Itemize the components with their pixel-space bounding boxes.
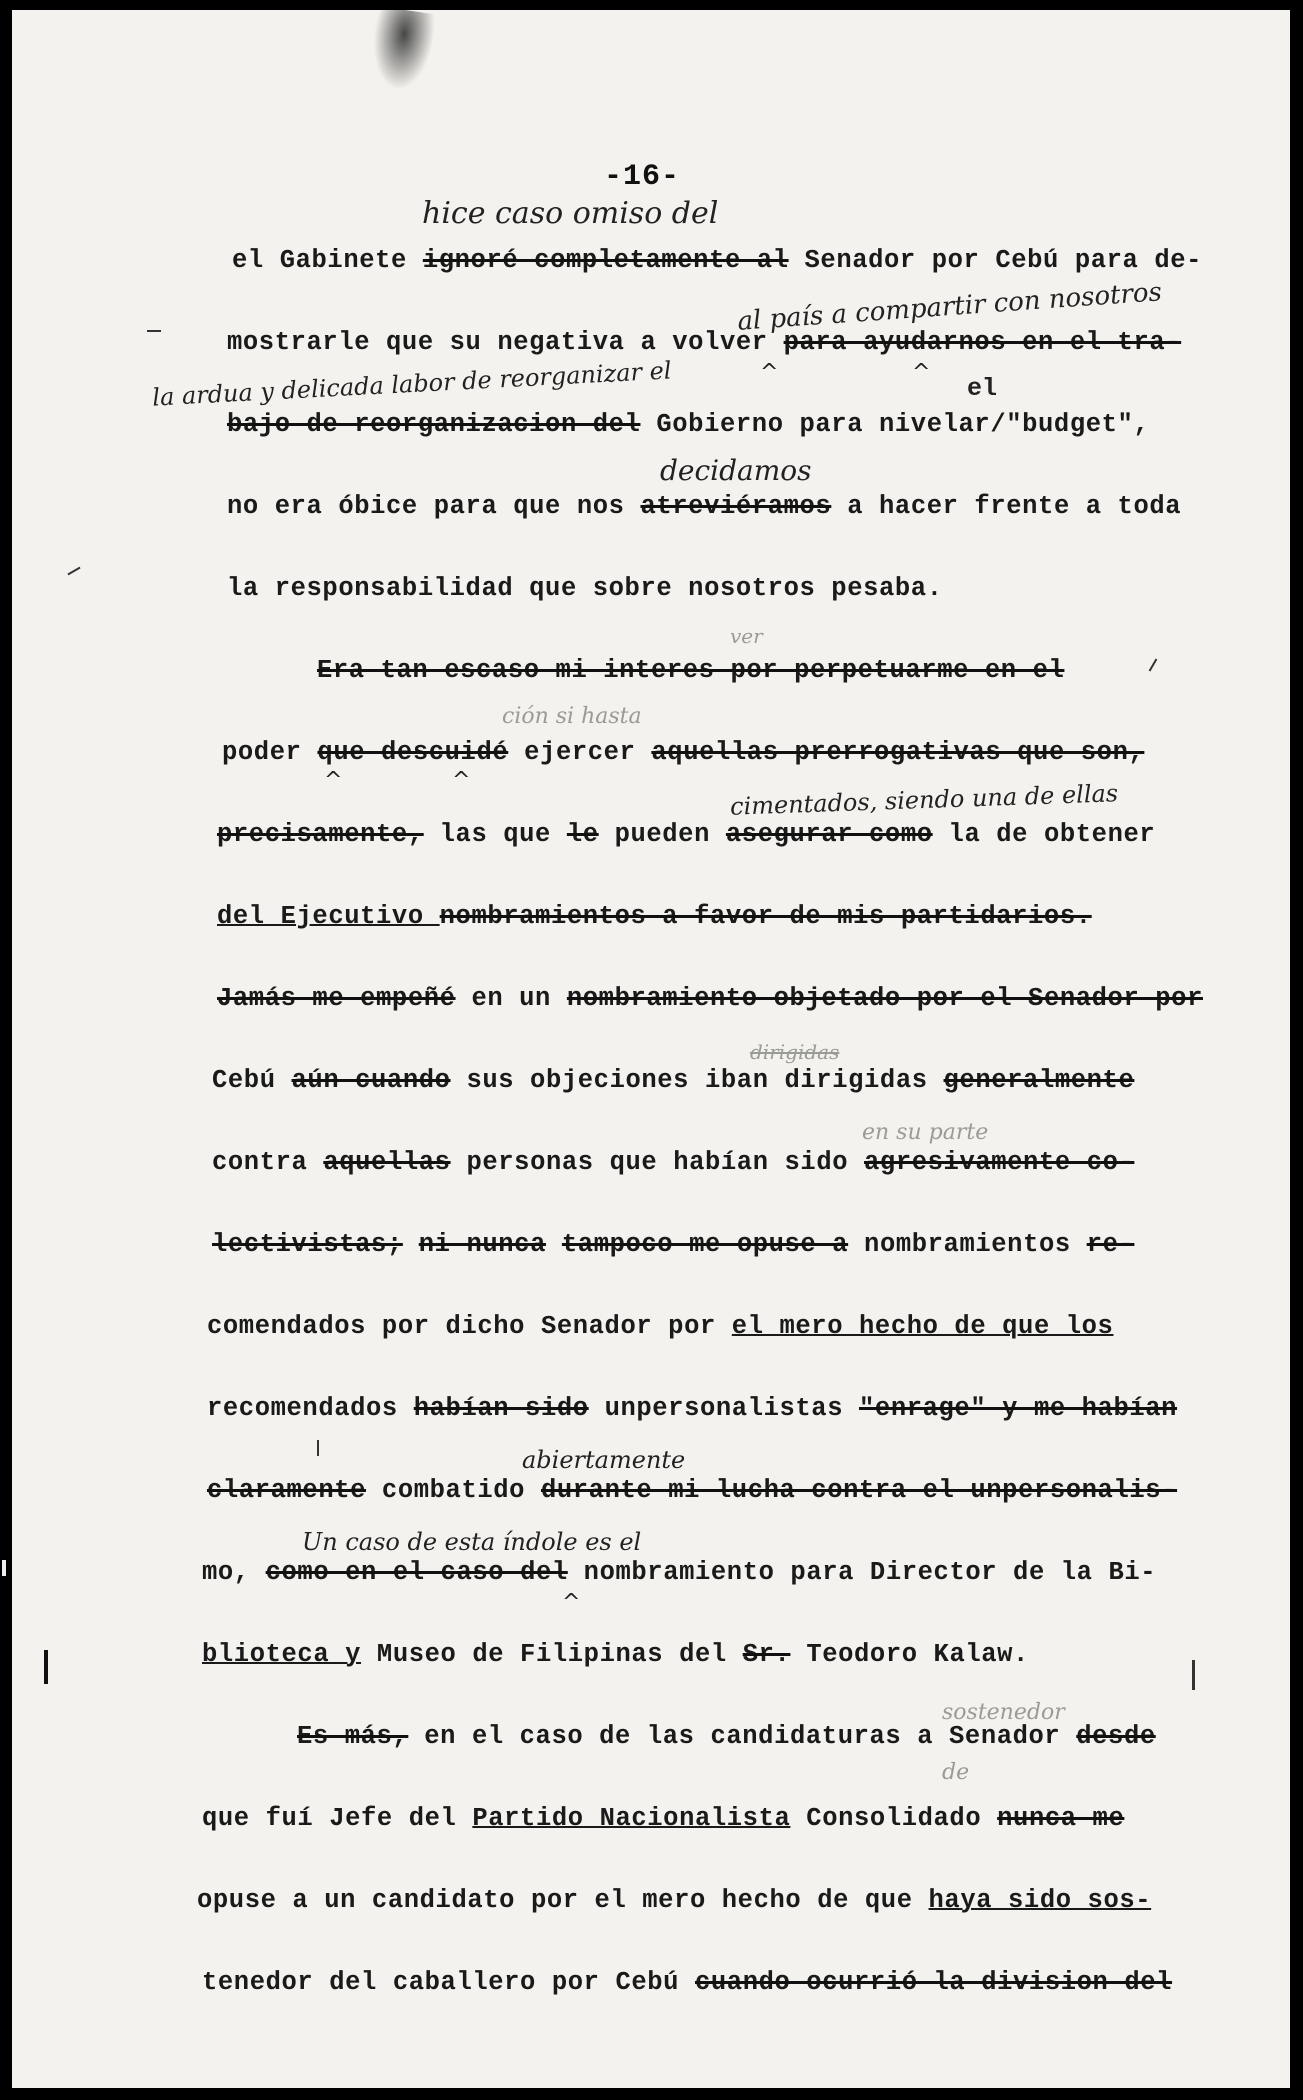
text-segment: opuse a un candidato por el mero hecho de que bbox=[197, 1886, 929, 1915]
text-segment: las que bbox=[423, 820, 567, 849]
text-segment: recomendados bbox=[207, 1394, 414, 1423]
text-segment: contra bbox=[212, 1148, 324, 1177]
text-segment bbox=[546, 1230, 562, 1259]
handwritten-annotation: cimentados, siendo una de ellas bbox=[729, 779, 1119, 821]
text-line bbox=[197, 1886, 1151, 1915]
text-segment: sus objeciones iban dirigidas bbox=[450, 1066, 944, 1095]
text-segment: que fuí Jefe del bbox=[202, 1804, 473, 1833]
handwritten-annotation: dirigidas bbox=[750, 1040, 840, 1064]
text-segment: tenedor del caballero por Cebú bbox=[202, 1968, 695, 1997]
text-line bbox=[232, 246, 1202, 275]
text-segment: poder bbox=[222, 738, 318, 767]
text-segment: nombramiento objetado por el Senador por bbox=[566, 984, 1203, 1013]
text-line bbox=[227, 574, 943, 603]
text-line bbox=[217, 984, 1203, 1013]
text-segment: Sr. bbox=[742, 1640, 791, 1669]
text-segment: habían sido bbox=[413, 1394, 589, 1423]
text-segment: unpersonalistas bbox=[588, 1394, 860, 1423]
handwritten-annotation: ver bbox=[730, 624, 763, 648]
text-segment: para ayudarnos en el tra- bbox=[783, 328, 1182, 357]
text-line bbox=[207, 1312, 1113, 1341]
text-segment: ni nunca bbox=[418, 1230, 546, 1259]
text-segment: pueden bbox=[598, 820, 726, 849]
text-segment: Teodoro Kalaw. bbox=[790, 1640, 1029, 1669]
handwritten-annotation: la ardua y delicada labor de reorganizar el bbox=[151, 356, 673, 412]
text-segment: desde bbox=[1076, 1722, 1156, 1751]
scan-edge-mark bbox=[2, 1560, 6, 1576]
pencil-mark bbox=[147, 330, 161, 332]
text-segment bbox=[403, 1230, 419, 1259]
text-segment: Gobierno para nivelar/"budget", bbox=[640, 410, 1150, 439]
page-number: -16- bbox=[604, 160, 681, 194]
text-segment: el Gabinete bbox=[232, 246, 423, 275]
text-line bbox=[202, 1804, 1124, 1833]
text-line bbox=[212, 1230, 1134, 1259]
text-segment: Era tan escaso mi interes por perpetuarme en el bbox=[317, 656, 1065, 685]
text-segment: claramente bbox=[207, 1476, 367, 1505]
text-line bbox=[297, 1722, 1156, 1751]
handwritten-annotation: al país a compartir con nosotros bbox=[736, 277, 1163, 337]
text-segment: cuando ocurrió la division del bbox=[694, 1968, 1173, 1997]
text-segment: que descuidé bbox=[317, 738, 509, 767]
text-segment: mo, bbox=[202, 1558, 266, 1587]
handwritten-annotation: sostenedor bbox=[942, 1700, 1065, 1725]
text-segment: del Ejecutivo bbox=[217, 902, 440, 931]
insertion-caret: ^ bbox=[562, 1590, 581, 1615]
handwritten-annotation: de bbox=[942, 1760, 970, 1785]
text-segment: la responsabilidad que sobre nosotros pesaba. bbox=[227, 574, 943, 603]
text-segment: aquellas prerrogativas que son, bbox=[651, 738, 1145, 767]
text-line bbox=[207, 1394, 1177, 1423]
text-line bbox=[202, 1640, 1029, 1669]
pencil-mark bbox=[317, 1440, 319, 1456]
text-segment: Jamás me empeñé bbox=[217, 984, 456, 1013]
text-segment: haya sido sos- bbox=[928, 1886, 1152, 1915]
text-line bbox=[202, 1968, 1172, 1997]
text-segment: la de obtener bbox=[932, 820, 1156, 849]
document-page bbox=[12, 10, 1290, 2088]
text-segment: le bbox=[566, 820, 599, 849]
text-segment: Senador por Cebú para de- bbox=[788, 246, 1203, 275]
text-segment: re- bbox=[1086, 1230, 1135, 1259]
text-segment: mostrarle que su negativa a volver bbox=[227, 328, 784, 357]
text-line bbox=[317, 656, 1064, 685]
text-line bbox=[227, 328, 1181, 357]
text-segment: lectivistas; bbox=[212, 1230, 403, 1259]
text-segment: como en el caso del bbox=[265, 1558, 568, 1587]
text-line bbox=[217, 820, 1155, 849]
text-segment: nombramientos a favor de mis partidarios. bbox=[439, 902, 1092, 931]
text-segment: en un bbox=[455, 984, 567, 1013]
text-line bbox=[207, 1476, 1177, 1505]
text-segment: "enrage" y me habían bbox=[859, 1394, 1178, 1423]
text-segment: agresivamente co- bbox=[864, 1148, 1135, 1177]
handwritten-annotation: decidamos bbox=[660, 454, 812, 487]
text-segment: aún cuando bbox=[291, 1066, 451, 1095]
text-segment: tampoco me opuse a bbox=[561, 1230, 849, 1259]
text-segment: asegurar como bbox=[725, 820, 933, 849]
scan-edge-mark bbox=[44, 1650, 48, 1684]
text-line bbox=[212, 1148, 1134, 1177]
pencil-mark bbox=[1149, 658, 1158, 671]
text-line bbox=[202, 1558, 1156, 1587]
insertion-caret: ^ bbox=[324, 768, 343, 793]
pencil-mark bbox=[1192, 1660, 1195, 1690]
text-segment: Consolidado bbox=[790, 1804, 998, 1833]
text-segment: blioteca y bbox=[202, 1640, 362, 1669]
insertion-caret: ^ bbox=[452, 768, 471, 793]
handwritten-annotation: ción si hasta bbox=[502, 704, 642, 729]
text-segment: personas que habían sido bbox=[450, 1148, 865, 1177]
text-segment: generalmente bbox=[943, 1066, 1135, 1095]
text-segment: nunca me bbox=[997, 1804, 1125, 1833]
text-line bbox=[222, 738, 1144, 767]
text-line bbox=[227, 492, 1181, 521]
text-segment: atreviéramos bbox=[640, 492, 832, 521]
text-segment: Partido Nacionalista bbox=[472, 1804, 791, 1833]
text-segment: nombramiento para Director de la Bi- bbox=[567, 1558, 1157, 1587]
text-segment: Cebú bbox=[212, 1066, 292, 1095]
text-segment: en el caso de las candidaturas a Senador bbox=[408, 1722, 1077, 1751]
text-segment: bajo de reorganizacion del bbox=[227, 410, 641, 439]
handwritten-annotation: abiertamente bbox=[522, 1446, 686, 1474]
text-segment: no era óbice para que nos bbox=[227, 492, 641, 521]
handwritten-annotation: Un caso de esta índole es el bbox=[302, 1528, 642, 1556]
insertion-caret: ^ bbox=[760, 360, 779, 385]
text-segment: aquellas bbox=[323, 1148, 451, 1177]
text-segment: comendados por dicho Senador por bbox=[207, 1312, 732, 1341]
text-segment: durante mi lucha contra el unpersonalis- bbox=[540, 1476, 1178, 1505]
text-segment: Museo de Filipinas del bbox=[361, 1640, 743, 1669]
text-segment: precisamente, bbox=[217, 820, 424, 849]
text-segment: ejercer bbox=[508, 738, 652, 767]
text-segment: combatido bbox=[366, 1476, 541, 1505]
text-line bbox=[212, 1066, 1134, 1095]
insertion-caret: ^ bbox=[912, 360, 931, 385]
text-segment: ignoré completamente al bbox=[422, 246, 789, 275]
text-segment: nombramientos bbox=[848, 1230, 1087, 1259]
text-line bbox=[217, 902, 1092, 931]
ink-smudge bbox=[367, 10, 438, 94]
text-segment: a hacer frente a toda bbox=[831, 492, 1182, 521]
text-segment: Es más, bbox=[297, 1722, 409, 1751]
handwritten-annotation: el bbox=[967, 374, 998, 403]
handwritten-annotation: en su parte bbox=[862, 1120, 989, 1145]
pencil-mark bbox=[67, 567, 80, 576]
handwritten-annotation: hice caso omiso del bbox=[422, 196, 719, 231]
text-line bbox=[227, 410, 1149, 439]
text-segment: el mero hecho de que los bbox=[731, 1312, 1114, 1341]
